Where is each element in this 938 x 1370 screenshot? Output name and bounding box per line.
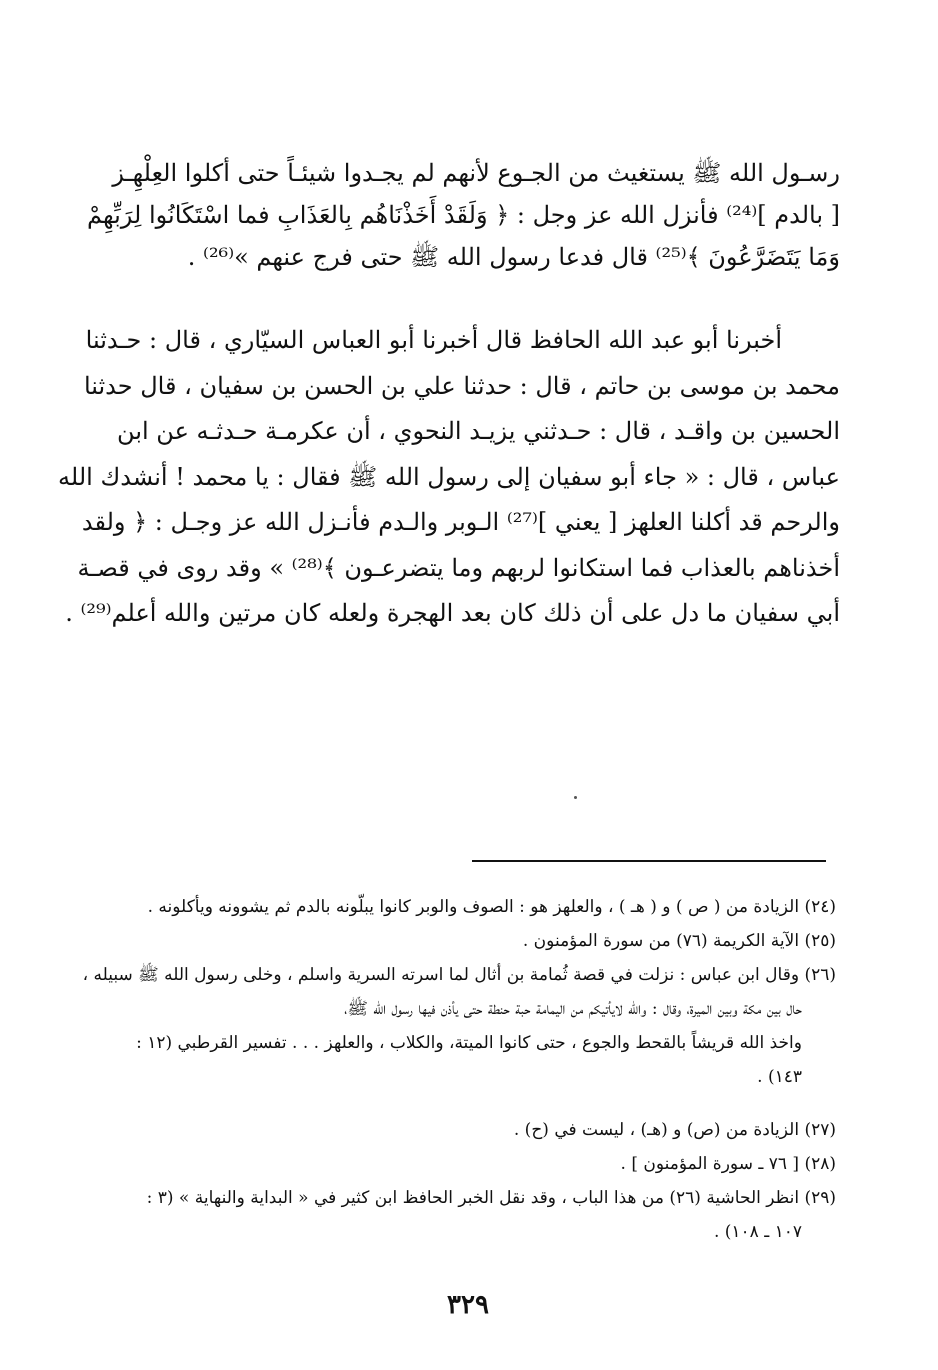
scan-speck (574, 796, 577, 799)
text-line: وَمَا يَتَضَرَّعُونَ ﴾⁽²⁵⁾ قال فدعا رسول الله ﷺ حتى فرج عنهم »⁽²⁶⁾ . (187, 243, 840, 271)
footnote-27: (٢٧) الزيادة من (ص) و (هـ) ، ليست في (ح) . (513, 1120, 836, 1140)
text-line: [ بالدم ]⁽²⁴⁾ فأنزل الله عز وجل : ﴿ وَلَقَدْ أَخَذْنَاهُم بِالعَذَابِ فما اسْتَكَانُوا لِرَبِّهِمْ (87, 201, 840, 229)
text-line: أبي سفيان ما دل على أن ذلك كان بعد الهجرة ولعله كان مرتين والله أعلم⁽²⁹⁾ . (65, 599, 840, 627)
text-line: أخذناهم بالعذاب فما استكانوا لربهم وما يتضرعـون ﴾⁽²⁸⁾ » وقد روى في قصـة (77, 553, 840, 582)
footnote-26-continued: حال بين مكة وبين الميرة، وقال : والله لايأتيكم من اليمامة حبة حنطة حتى يأذن فيها رسول الله ﷺ، (344, 999, 802, 1019)
paragraph-1 (87, 152, 840, 278)
footnote-29: (٢٩) انظر الحاشية (٢٦) من هذا الباب ، وقد نقل الخبر الحافظ ابن كثير في « البداية والنهاية » (٣ : (146, 1188, 836, 1208)
footnote-24: (٢٤) الزيادة من ( ص ) و ( هـ ) ، والعلهز هو : الصوف والوبر كانوا يبلّونه بالدم ثم يشوونه ويأكلونه . (147, 897, 836, 917)
footnote-26: (٢٦) وقال ابن عباس : نزلت في قصة ثُمامة بن أثال لما اسرته السرية واسلم ، وخلى رسول الله ﷺ سبيله ، (82, 965, 836, 985)
footnotes-group-2 (120, 1113, 836, 1249)
footnote-25: (٢٥) الآية الكريمة (٧٦) من سورة المؤمنون . (522, 931, 836, 951)
text-line: عباس ، قال : « جاء أبو سفيان إلى رسول الله ﷺ فقال : يا محمد ! أنشدك الله (58, 462, 840, 491)
footnotes-group-1 (82, 890, 836, 1094)
text-line: محمد بن موسى بن حاتم ، قال : حدثنا علي بن الحسن بن سفيان ، قال حدثنا (83, 371, 840, 400)
footnote-26-continued: ١٤٣) . (757, 1067, 802, 1087)
text-line: الحسين بن واقـد ، قال : حـدثني يزيـد النحوي ، أن عكرمـة حـدثـه عن ابن (117, 417, 840, 445)
footnote-29-continued: ١٠٧ ـ ١٠٨) . (713, 1222, 802, 1242)
paragraph-2 (58, 318, 840, 637)
footnote-26-continued: واخذ الله قريشاً بالقحط والجوع ، حتى كانوا الميتة، والكلاب ، والعلهز . . . تفسير القرطبي (١٢ : (136, 1033, 802, 1053)
page-number: ٣٢٩ (447, 1290, 489, 1320)
text-line: رسـول الله ﷺ يستغيث من الجـوع لأنهم لم يجـدوا شيئـاً حتى أكلوا العِلْهِـز (112, 159, 840, 187)
text-line: أخبرنا أبو عبد الله الحافظ قال أخبرنا أبو العباس السيّاري ، قال : حـدثنا (85, 326, 782, 354)
text-line: والرحم قد أكلنا العلهز [ يعني ]⁽²⁷⁾ الـوبر والـدم فأنـزل الله عز وجـل : ﴿ ولقد (81, 508, 840, 536)
footnote-28: (٢٨) [ ٧٦ ـ سورة المؤمنون ] . (620, 1154, 836, 1174)
footnote-separator (472, 860, 826, 862)
